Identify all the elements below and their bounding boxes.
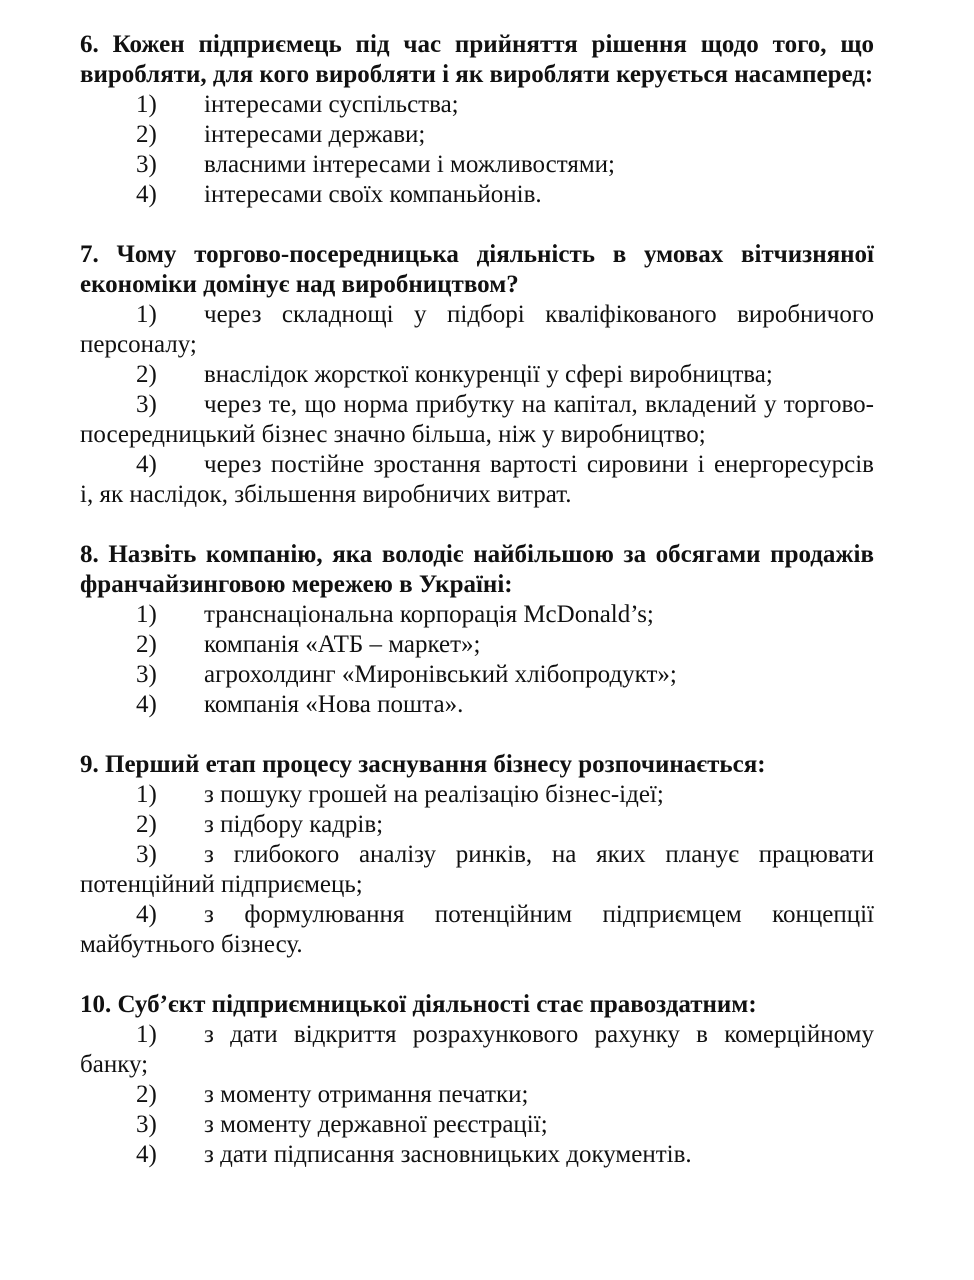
answer-number: 3) xyxy=(136,1111,157,1138)
answer-option xyxy=(80,450,874,510)
answer-option xyxy=(80,780,874,810)
answer-text: через те, що норма прибутку на капітал, вкладений у торгово-посередницький бізнес значно більша, ніж у виробництво; xyxy=(80,391,874,448)
question-8 xyxy=(80,540,874,720)
question-9 xyxy=(80,750,874,960)
answer-option xyxy=(80,1140,874,1170)
answer-option xyxy=(80,180,874,210)
answer-number: 4) xyxy=(136,691,157,718)
answer-option xyxy=(80,600,874,630)
answer-number: 1) xyxy=(136,301,157,328)
answer-text: через постійне зростання вартості сировини і енергоресурсів і, як наслідок, збільшення виробничих витрат. xyxy=(80,451,874,508)
answer-number: 4) xyxy=(136,181,157,208)
document-page xyxy=(80,30,874,1170)
answer-number: 3) xyxy=(136,661,157,688)
question-title: 10. Суб’єкт підприємницької діяльності стає правоздатним: xyxy=(80,991,757,1018)
answer-list xyxy=(80,1020,874,1170)
answer-text: з дати підписання засновницьких документів. xyxy=(204,1141,692,1168)
answer-option xyxy=(80,360,874,390)
answer-option xyxy=(80,660,874,690)
answer-option xyxy=(80,1110,874,1140)
answer-number: 1) xyxy=(136,601,157,628)
answer-text: з пошуку грошей на реалізацію бізнес-ідеї; xyxy=(204,781,664,808)
question-title: 7. Чому торгово-посередницька діяльність в умовах вітчизняної економіки домінує над виробництвом? xyxy=(80,241,874,298)
answer-option xyxy=(80,90,874,120)
answer-option xyxy=(80,810,874,840)
answer-text: з підбору кадрів; xyxy=(204,811,384,838)
answer-number: 2) xyxy=(136,121,157,148)
answer-text: агрохолдинг «Миронівський хлібопродукт»; xyxy=(204,661,677,688)
answer-text: компанія «АТБ – маркет»; xyxy=(204,631,481,658)
question-10 xyxy=(80,990,874,1170)
answer-option xyxy=(80,630,874,660)
answer-number: 2) xyxy=(136,361,157,388)
spacer xyxy=(80,510,874,540)
answer-text: з моменту отримання печатки; xyxy=(204,1081,529,1108)
answer-number: 1) xyxy=(136,1021,157,1048)
answer-number: 1) xyxy=(136,781,157,808)
answer-option xyxy=(80,150,874,180)
answer-option xyxy=(80,120,874,150)
answer-list xyxy=(80,600,874,720)
answer-option xyxy=(80,300,874,360)
spacer xyxy=(80,210,874,240)
question-title: 9. Перший етап процесу заснування бізнесу розпочинається: xyxy=(80,751,766,778)
answer-text: з дати відкриття розрахункового рахунку в комерційному банку; xyxy=(80,1021,874,1078)
answer-number: 2) xyxy=(136,1081,157,1108)
answer-option xyxy=(80,900,874,960)
answer-number: 4) xyxy=(136,901,157,928)
question-title: 6. Кожен підприємець під час прийняття рішення щодо того, що виробляти, для кого виробляти і як виробляти керується насамперед: xyxy=(80,31,874,88)
answer-list xyxy=(80,780,874,960)
answer-text: інтересами держави; xyxy=(204,121,426,148)
spacer xyxy=(80,960,874,990)
answer-number: 2) xyxy=(136,631,157,658)
answer-text: з глибокого аналізу ринків, на яких планує працювати потенційний підприємець; xyxy=(80,841,874,898)
answer-option xyxy=(80,840,874,900)
answer-option xyxy=(80,390,874,450)
answer-option xyxy=(80,1080,874,1110)
answer-text: інтересами суспільства; xyxy=(204,91,459,118)
answer-text: внаслідок жорсткої конкуренції у сфері виробництва; xyxy=(204,361,773,388)
answer-text: з моменту державної реєстрації; xyxy=(204,1111,548,1138)
question-title: 8. Назвіть компанію, яка володіє найбільшою за обсягами продажів франчайзинговою мережею в Україні: xyxy=(80,541,874,598)
answer-text: транснаціональна корпорація McDonald’s; xyxy=(204,601,654,628)
answer-text: з формулювання потенційним підприємцем концепції майбутнього бізнесу. xyxy=(80,901,874,958)
answer-number: 3) xyxy=(136,841,157,868)
answer-text: інтересами своїх компаньйонів. xyxy=(204,181,542,208)
answer-text: власними інтересами і можливостями; xyxy=(204,151,615,178)
answer-number: 3) xyxy=(136,151,157,178)
answer-option xyxy=(80,690,874,720)
answer-option xyxy=(80,1020,874,1080)
answer-number: 2) xyxy=(136,811,157,838)
answer-text: компанія «Нова пошта». xyxy=(204,691,464,718)
answer-number: 3) xyxy=(136,391,157,418)
answer-number: 4) xyxy=(136,451,157,478)
answer-text: через складнощі у підборі кваліфікованого виробничого персоналу; xyxy=(80,301,874,358)
answer-number: 1) xyxy=(136,91,157,118)
answer-list xyxy=(80,300,874,510)
answer-list xyxy=(80,90,874,210)
question-6 xyxy=(80,30,874,210)
spacer xyxy=(80,720,874,750)
question-7 xyxy=(80,240,874,510)
answer-number: 4) xyxy=(136,1141,157,1168)
